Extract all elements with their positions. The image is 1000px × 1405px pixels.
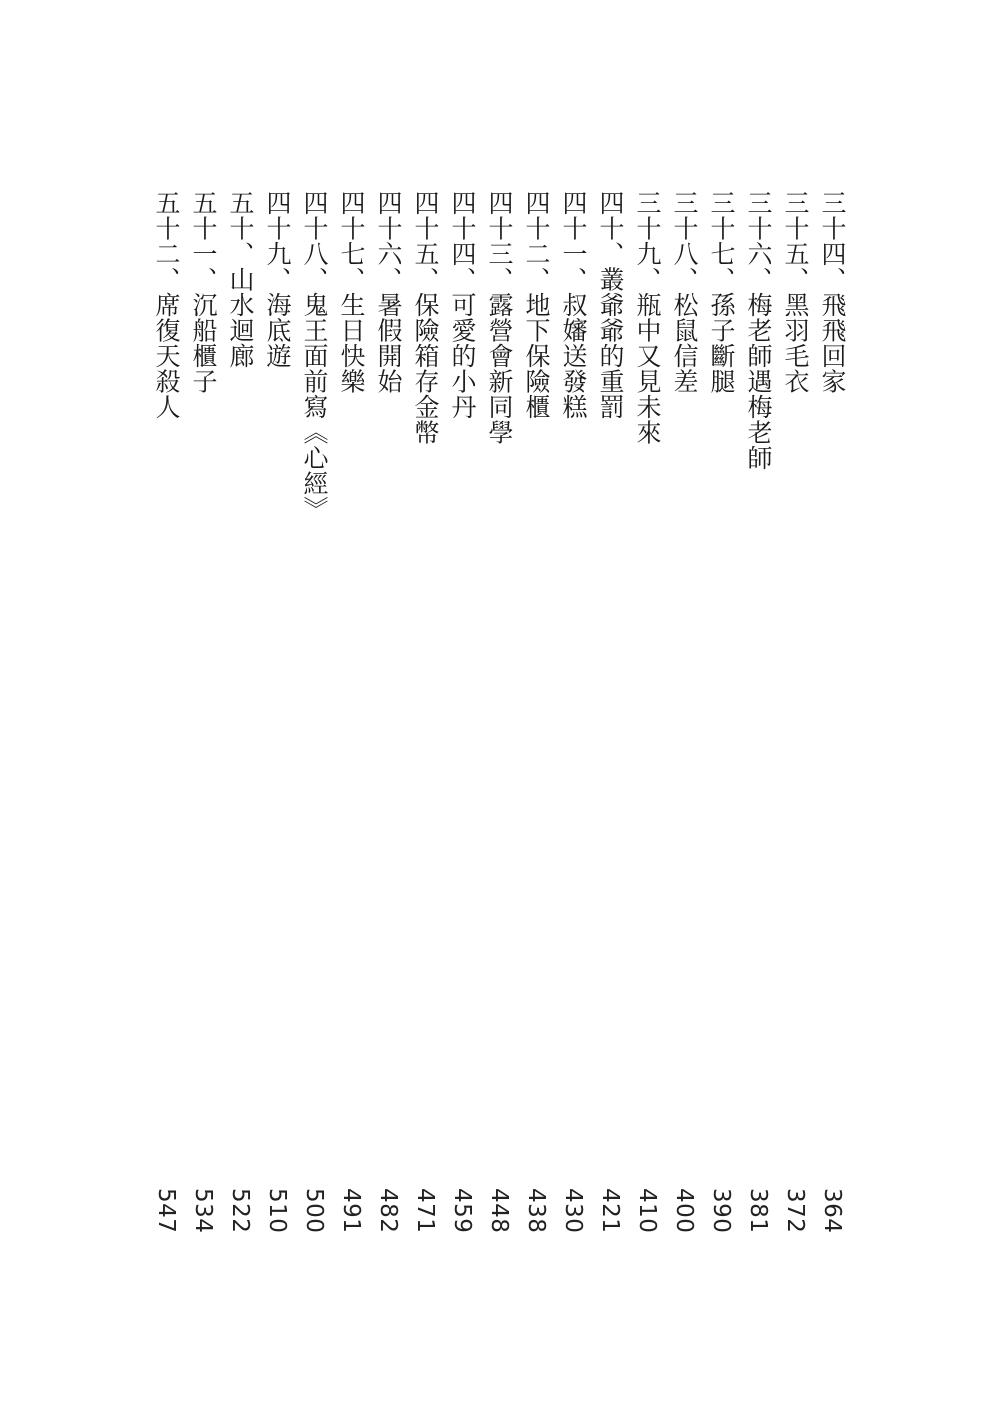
entry-title: 四十五、保險箱存金幣 <box>411 190 440 445</box>
entry-title: 四十二、地下保險櫃 <box>522 190 551 420</box>
toc-entry[interactable] <box>479 190 519 1250</box>
toc-entry[interactable] <box>516 190 556 1250</box>
entry-page-number: 522 <box>227 1188 253 1234</box>
entry-title: 五十二、席復天殺人 <box>152 190 181 420</box>
entry-title: 四十六、暑假開始 <box>374 190 403 394</box>
entry-page-number: 500 <box>301 1188 327 1234</box>
entry-page-number: 459 <box>449 1188 475 1234</box>
entry-title: 三十四、飛飛回家 <box>818 190 847 394</box>
toc-entry[interactable] <box>812 190 852 1250</box>
entry-page-number: 491 <box>338 1188 364 1234</box>
entry-title: 四十四、可愛的小丹 <box>448 190 477 420</box>
entry-page-number: 400 <box>671 1188 697 1234</box>
entry-title: 四十一、叔嬸送發糕 <box>559 190 588 420</box>
entry-title: 四十、叢爺爺的重罰 <box>596 190 625 420</box>
toc-entry[interactable] <box>701 190 741 1250</box>
entry-title: 四十九、海底遊 <box>263 190 292 369</box>
entry-title: 三十五、黑羽毛衣 <box>781 190 810 394</box>
entry-page-number: 390 <box>708 1188 734 1234</box>
entry-title: 五十、山水迴廊 <box>226 190 255 369</box>
toc-entry[interactable] <box>257 190 297 1250</box>
toc-entry[interactable] <box>405 190 445 1250</box>
entry-title: 三十七、孫子斷腿 <box>707 190 736 394</box>
entry-title: 四十三、露營會新同學 <box>485 190 514 445</box>
entry-page-number: 547 <box>153 1188 179 1234</box>
toc-entry[interactable] <box>738 190 778 1250</box>
toc-entry[interactable] <box>368 190 408 1250</box>
entry-page-number: 410 <box>634 1188 660 1234</box>
entry-page-number: 372 <box>782 1188 808 1234</box>
entry-title: 三十八、松鼠信差 <box>670 190 699 394</box>
entry-page-number: 448 <box>486 1188 512 1234</box>
toc-entry[interactable] <box>664 190 704 1250</box>
toc-entry[interactable] <box>442 190 482 1250</box>
entry-title: 三十六、梅老師遇梅老師 <box>744 190 773 471</box>
toc-entry[interactable] <box>627 190 667 1250</box>
entry-page-number: 482 <box>375 1188 401 1234</box>
entry-title: 四十八、鬼王面前寫《心經》 <box>300 190 329 522</box>
toc-entry[interactable] <box>331 190 371 1250</box>
toc-entry[interactable] <box>146 190 186 1250</box>
entry-title: 四十七、生日快樂 <box>337 190 366 394</box>
entry-page-number: 438 <box>523 1188 549 1234</box>
entry-page-number: 364 <box>819 1188 845 1234</box>
toc-entry[interactable] <box>553 190 593 1250</box>
toc-entry[interactable] <box>590 190 630 1250</box>
toc-entry[interactable] <box>220 190 260 1250</box>
entry-page-number: 510 <box>264 1188 290 1234</box>
entry-page-number: 534 <box>190 1188 216 1234</box>
entry-title: 三十九、瓶中又見未來 <box>633 190 662 445</box>
toc-entry[interactable] <box>775 190 815 1250</box>
entry-page-number: 381 <box>745 1188 771 1234</box>
entry-title: 五十一、沉船櫃子 <box>189 190 218 394</box>
toc-entry[interactable] <box>183 190 223 1250</box>
entry-page-number: 471 <box>412 1188 438 1234</box>
entry-page-number: 421 <box>597 1188 623 1234</box>
toc-entry[interactable] <box>294 190 334 1250</box>
entry-page-number: 430 <box>560 1188 586 1234</box>
